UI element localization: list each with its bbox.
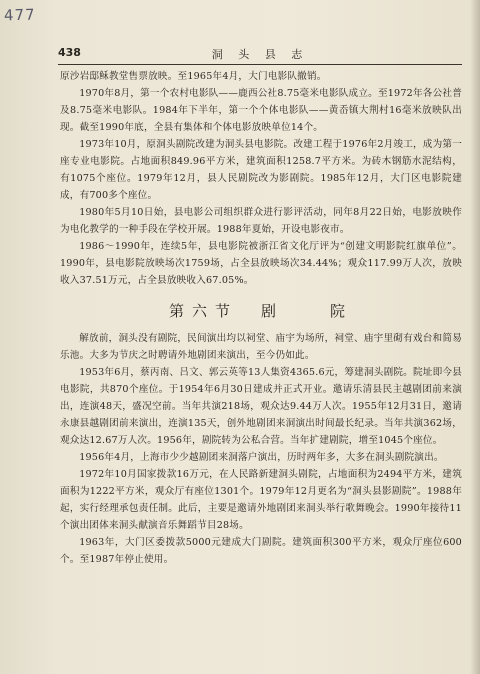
paragraph: 1963年，大门区委拨款5000元建成大门剧院。建筑面积300平方米，观众厅座位600个。至1987年停止使用。 — [60, 537, 462, 565]
page-binding-shadow — [470, 0, 480, 674]
paragraph: 原沙岩邸稣教堂售票放映。至1965年4月，大门电影队撤销。 — [60, 71, 327, 82]
paragraph: 1973年10月，原洞头剧院改建为洞头县电影院。改建工程于1976年2月竣工，成为第一座专业电影院。占地面积849.96平方米，建筑面积1258.7平方米。为砖木钢筋水泥结构，有1075个座位。1979年12月，县人民剧院改为影剧院。1985年12月，大门区电影院建成，有700多个座位。 — [60, 139, 462, 201]
page-body — [60, 68, 462, 568]
paragraph: 1980年5月10日始，县电影公司组织群众进行影评活动，同年8月22日始，电影放映作为电化教学的一种手段在学校开展。1988年夏始，开设电影夜市。 — [60, 207, 462, 235]
paragraph: 1972年10月国家拨款16万元，在人民路新建洞头剧院，占地面积为2494平方米，建筑面积为1222平方米，观众厅有座位1301个。1979年12月更名为“洞头县影剧院”。1988年起，实行经理承包责任制。此后，主要是邀请外地剧团来洞头举行歌舞晚会。1990年接待11个演出团体来洞头献演音乐舞蹈节目28场。 — [60, 469, 462, 531]
paragraph: 1970年8月，第一个农村电影队——鹿西公社8.75毫米电影队成立。至1972年各公社普及8.75毫米电影队。1984年下半年，第一个个体电影队——黄岙镇大荆村16毫米放映队出现。截至1990年底，全县有集体和个体电影放映单位14个。 — [60, 88, 462, 133]
page-number: 438 — [58, 46, 81, 59]
page-header — [58, 46, 462, 64]
running-title: 洞 头 县 志 — [211, 48, 309, 61]
paragraph: 1956年4月，上海市少少越剧团来洞落户演出，历时两年多，大多在洞头剧院演出。 — [79, 452, 444, 463]
section-heading: 第六节 剧 院 — [168, 302, 353, 320]
paragraph: 1953年6月，蔡丙南、吕文、郭云英等13人集资4365.6元，筹建洞头剧院。院址即今县电影院，共870个座位。于1954年6月30日建成并正式开业。邀请乐清县民主越剧团前来演出，连演48天，盛况空前。当年共演218场，观众达9.44万人次。1955年12月31日，邀请永康县越剧团前来演出，连演135天，创外地剧团来洞演出时间最长纪录。当年共演362场，观众达12.67万人次。1956年，剧院转为公私合营。当年扩建剧院，增至1045个座位。 — [60, 367, 462, 446]
paragraph: 1986～1990年，连续5年，县电影院被浙江省文化厅评为“创建文明影院红旗单位”。1990年，县电影院放映场次1759场，占全县放映场次34.44%；观众117.99万人次，放映收入37.51万元，占全县放映收入67.05%。 — [60, 241, 462, 286]
handwritten-page-annotation: 477 — [3, 5, 36, 25]
paragraph: 解放前，洞头没有剧院，民间演出均以祠堂、庙宇为场所，祠堂、庙宇里砌有戏台和简易乐池。大多为节庆之时聘请外地剧团来演出，至今仍如此。 — [60, 333, 462, 361]
header-rule — [58, 64, 462, 65]
